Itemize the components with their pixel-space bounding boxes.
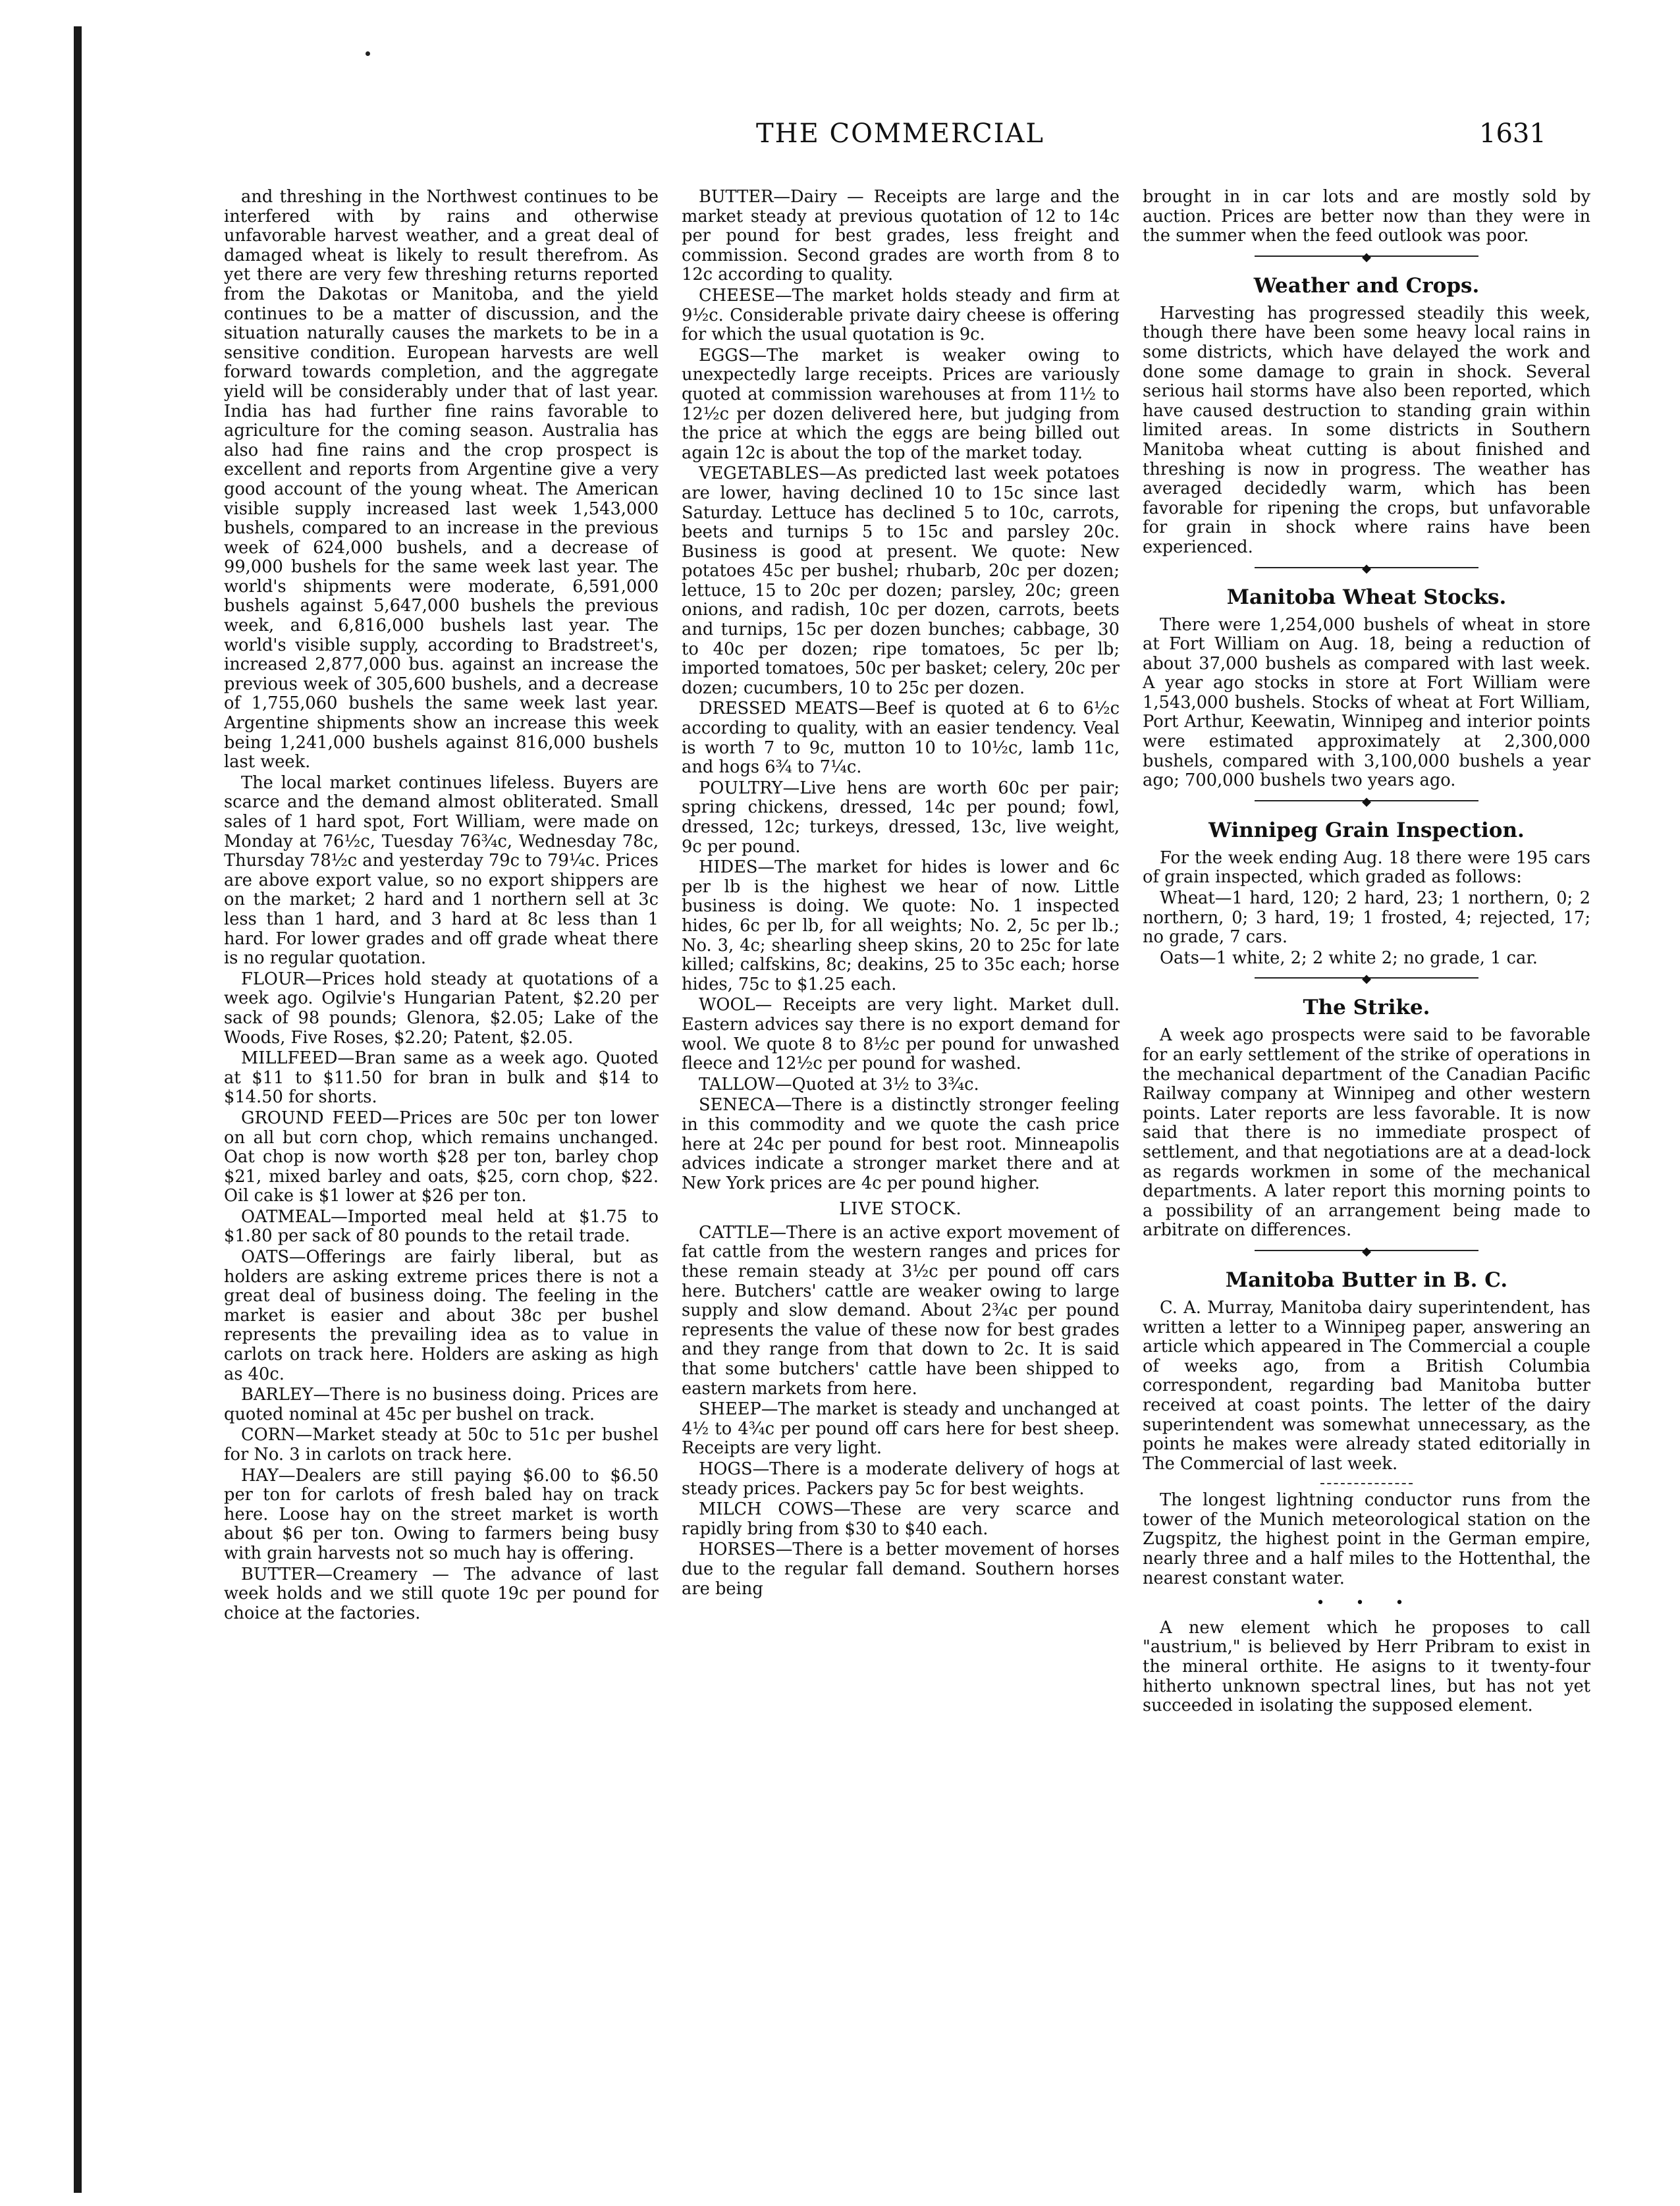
strike-article: A week ago prospects were said to be favorable for an early settlement of the strike of operations in the mechanical department of the Canadian Pacific Railway company at Winnipeg and other western points. Later reports are less favorable. It is now said that there is no immediate prospect of settlement, and that negotiations are at a dead-lock as regards workmen in some of the mechanical departments. A later report this morning points to a possibility of an arrangement being made to arbitrate on differences. [1143,1025,1590,1241]
wool-item: WOOL— Receipts are very light. Market dull. Eastern advices say there is no export demand for wool. We quote 8 to 8½c per pound for unwashed fleece and 12½c per pound for washed. [682,995,1120,1074]
strike-heading: The Strike. [1303,996,1430,1020]
millfeed-item: MILLFEED—Bran same as a week ago. Quoted at $11 to $11.50 for bran in bulk and $14 to $14.50 for shorts. [224,1048,659,1108]
corn-item: CORN—Market steady at 50c to 51c per bushel for No. 3 in carlots on track here. [224,1425,659,1465]
oatmeal-item: OATMEAL—Imported meal held at $1.75 to $1.80 per sack of 80 pounds to the retail trade. [224,1206,659,1247]
grain-inspection-oats: Oats—1 white, 2; 2 white 2; no grade, 1 car. [1160,948,1538,968]
butter-bc-heading: Manitoba Butter in B. C. [1225,1268,1508,1292]
eggs-item: EGGS—The market is weaker owing to unexpectedly large receipts. Prices are variously quoted at commission warehouses at from 11½ to 12½c per dozen delivered here, but judging from the price at which the eggs are being billed out again 12c is about the top of the market today. [682,345,1120,463]
butter-creamery-item: BUTTER—Creamery — The advance of last week holds and we still quote 19c per pound for choice at the factories. [224,1564,659,1623]
column-3 [1143,188,1590,2176]
butter-bc-article: C. A. Murray, Manitoba dairy superintendent, has written a letter to a Winnipeg paper, answering an article which appeared in The Commercial a couple of weeks ago, from a British Columbia correspondent, regarding bad Manitoba butter received at coast points. The letter of the dairy superintendent was somewhat unnecessary, as the points he makes were already stated editorially in The Commercial of last week. [1143,1297,1590,1474]
market-report-paragraph: and threshing in the Northwest continues to be interfered with by rains and otherwise unfavorable harvest weather, and a great deal of damaged wheat is likely to result therefrom. As yet there are very few threshing returns reported from the Dakotas or Manitoba, and the yield continues to be a matter of discussion, and the situation naturally causes the markets to be in a sensitive condition. European harvests are well forward towards completion, and the aggregate yield will be considerably under that of last year. India has had further fine rains favorable to agriculture for the coming season. Australia has also had fine rains and the crop prospect is excellent and reports from Argentine give a very good account of the young wheat. The American visible supply increased last week 1,543,000 bushels, compared to an increase in the previous week of 624,000 bushels, and a decrease of 99,000 bushels for the same week last year. The world's shipments were moderate, 6,591,000 bushels against 5,647,000 bushels the previous week, and 6,816,000 bushels last year. The world's visible supply, according to Bradstreet's, increased 2,877,000 bus. against an increase the previous week of 305,600 bushels, and a decrease of 1,755,060 bushels the same week last year. Argentine shipments show an increase this week being 1,241,000 bushels against 816,000 bushels last week. [224,188,659,772]
grain-inspection-heading: Winnipeg Grain Inspection. [1208,818,1525,842]
dashed-separator [1320,1483,1413,1484]
lightning-conductor-item: The longest lightning conductor runs from the tower of the Munich meteorological station on the Zugspitz, the highest point in the German empire, nearly three and a half miles to the Hottenthal, the nearest constant water. [1143,1490,1590,1588]
section-rule [1143,1245,1590,1256]
cheese-item: CHEESE—The market holds steady and firm at 9½c. Considerable private dairy cheese is offering for which the usual quotation is 9c. [682,285,1120,345]
cattle-item: CATTLE—There is an active export movement of fat cattle from the western ranges and prices for these remain steady at 3½c per pound off cars here. Butchers' cattle are weaker owing to large supply and slow demand. About 2¾c per pound represents the value of these now for best grades and they range from that down to 2c. It is said that some butchers' cattle have been shipped to eastern markets from here. [682,1222,1120,1399]
section-rule [1143,795,1590,807]
weather-crops-article: Harvesting has progressed steadily this week, though there have been some heavy local rains in some districts, which have delayed the work and done some damage to grain in shock. Several serious hail storms have also been reported, which have caused destruction to standing grain within limited areas. In some districts in Southern Manitoba wheat cutting is about finished and threshing is now in progress. The weather has averaged decidedly warm, which has been favorable for ripening the crops, but unfavorable for grain in shock where rains have been experienced. [1143,303,1590,557]
dot-separator: • • • [1316,1595,1417,1612]
hay-item: HAY—Dealers are still paying $6.00 to $6.50 per ton for carlots of fresh baled hay on track here. Loose hay on the street market is worth about $6 per ton. Owing to farmers being busy with grain harvests not so much hay is offering. [224,1465,659,1563]
wheat-stocks-article: There were 1,254,000 bushels of wheat in store at Fort William on Aug. 18, being a reduction of about 37,000 bushels as compared with last week. A year ago stocks in store at Fort William were 1,543,000 bushels. Stocks of wheat at Fort William, Port Arthur, Keewatin, Winnipeg and interior points were estimated approximately at 2,300,000 bushels, compared with 3,100,000 bushels a year ago; 700,000 bushels two years ago. [1143,614,1590,791]
ink-speck [366,51,370,56]
weather-crops-heading: Weather and Crops. [1253,273,1480,298]
section-rule [1143,250,1590,262]
seneca-item: SENECA—There is a distinctly stronger feeling in this commodity and we quote the cash price here at 24c per pound for best root. Minneapolis advices indicate a stronger market there and at New York prices are 4c per pound higher. [682,1095,1120,1193]
barley-item: BARLEY—There is no business doing. Prices are quoted nominal at 45c per bushel on track. [224,1385,659,1424]
page-number: 1631 [1479,119,1546,149]
live-stock-heading: LIVE STOCK. [839,1199,962,1220]
page-binding-edge [74,26,82,2193]
wheat-stocks-heading: Manitoba Wheat Stocks. [1226,585,1507,609]
oats-item: OATS—Offerings are fairly liberal, but as holders are asking extreme prices there is not a great deal of business doing. The feeling in the market is easier and about 38c per bushel represents the prevailing idea as to value in carlots on track here. Holders are asking as high as 40c. [224,1247,659,1384]
poultry-item: POULTRY—Live hens are worth 60c per pair; spring chickens, dressed, 14c per pound; fowl, dressed, 12c; turkeys, dressed, 13c, live weight, 9c per pound. [682,778,1120,857]
local-market-paragraph: The local market continues lifeless. Buyers are scarce and the demand almost obliterated. Small sales of 1 hard spot, Fort William, were made on Monday at 76½c, Tuesday 76¾c, Wednesday 78c, Thursday 78½c and yesterday 79c to 79¼c. Prices are above export value, so no export shippers are on the market; 2 hard and 1 northern sell at 3c less than 1 hard, and 3 hard at 8c less than 1 hard. For lower grades and off grade wheat there is no regular quotation. [224,772,659,969]
page-header [0,119,1680,158]
ground-feed-item: GROUND FEED—Prices are 50c per ton lower on all but corn chop, which remains unchanged. Oat chop is now worth $28 per ton, barley chop $21, mixed barley and oats, $25, corn chop, $22. Oil cake is $1 lower at $26 per ton. [224,1108,659,1206]
sheep-item: SHEEP—The market is steady and unchanged at 4½ to 4¾c per pound off cars here for best sheep. Receipts are very light. [682,1399,1120,1459]
section-rule [1143,562,1590,574]
dressed-meats-item: DRESSED MEATS—Beef is quoted at 6 to 6½c according to quality, with an easier tendency. Veal is worth 7 to 9c, mutton 10 to 10½c, lamb 11c, and hogs 6¾ to 7¼c. [682,699,1120,778]
grain-inspection-wheat: Wheat—1 hard, 120; 2 hard, 23; 1 northern, 0; 2 northern, 0; 3 hard, 19; 1 frosted, 4; rejected, 17; no grade, 7 cars. [1143,888,1590,948]
milch-cows-item: MILCH COWS—These are very scarce and rapidly bring from $30 to $40 each. [682,1499,1120,1539]
horses-item: HORSES—There is a better movement of horses due to the regular fall demand. Southern horses are being [682,1540,1120,1599]
horses-continued: brought in in car lots and are mostly sold by auction. Prices are better now than they were in the summer when the feed outlook was poor. [1143,188,1590,246]
vegetables-item: VEGETABLES—As predicted last week potatoes are lower, having declined 10 to 15c since last Saturday. Lettuce has declined 5 to 10c, carrots, beets and turnips 5 to 15c and parsley 20c. Business is good at present. We quote: New potatoes 45c per bushel; rhubarb, 20c per dozen; lettuce, 15 to 20c per dozen; parsley, 20c; green onions, and radish, 10c per dozen, carrots, beets and turnips, 15c per dozen bunches; cabbage, 30 to 40c per dozen; ripe tomatoes, 5c per lb; imported tomatoes, 50c per basket; celery, 20c per dozen; cucumbers, 10 to 25c per dozen. [682,464,1120,698]
butter-dairy-item: BUTTER—Dairy — Receipts are large and the market steady at previous quotation of 12 to 14c per pound for best grades, less freight and commission. Second grades are worth from 8 to 12c according to quality. [682,188,1120,285]
column-1 [224,188,659,2176]
tallow-item: TALLOW—Quoted at 3½ to 3¾c. [699,1074,979,1094]
publication-title: THE COMMERCIAL [756,119,1044,149]
hides-item: HIDES—The market for hides is lower and 6c per lb is the highest we hear of now. Little business is doing. We quote: No. 1 inspected hides, 6c per lb, for all weights; No. 2, 5c per lb.; No. 3, 4c; shearling sheep skins, 20 to 25c for late killed; calfskins, 8c; deakins, 25 to 35c each; horse hides, 75c to $1.25 each. [682,857,1120,994]
austrium-item: A new element which he proposes to call "austrium," is believed by Herr Pribram to exist in the mineral orthite. He asigns to it twenty-four hitherto unknown spectral lines, but has not yet succeeded in isolating the supposed element. [1143,1617,1590,1716]
column-2 [682,188,1120,2176]
flour-item: FLOUR—Prices hold steady at quotations of a week ago. Ogilvie's Hungarian Patent, $2.20 per sack of 98 pounds; Glenora, $2.05; Lake of the Woods, Five Roses, $2.20; Patent, $2.05. [224,969,659,1048]
hogs-item: HOGS—There is a moderate delivery of hogs at steady prices. Packers pay 5c for best weights. [682,1459,1120,1499]
grain-inspection-article: For the week ending Aug. 18 there were 195 cars of grain inspected, which graded as follows: [1143,847,1590,888]
section-rule [1143,972,1590,984]
